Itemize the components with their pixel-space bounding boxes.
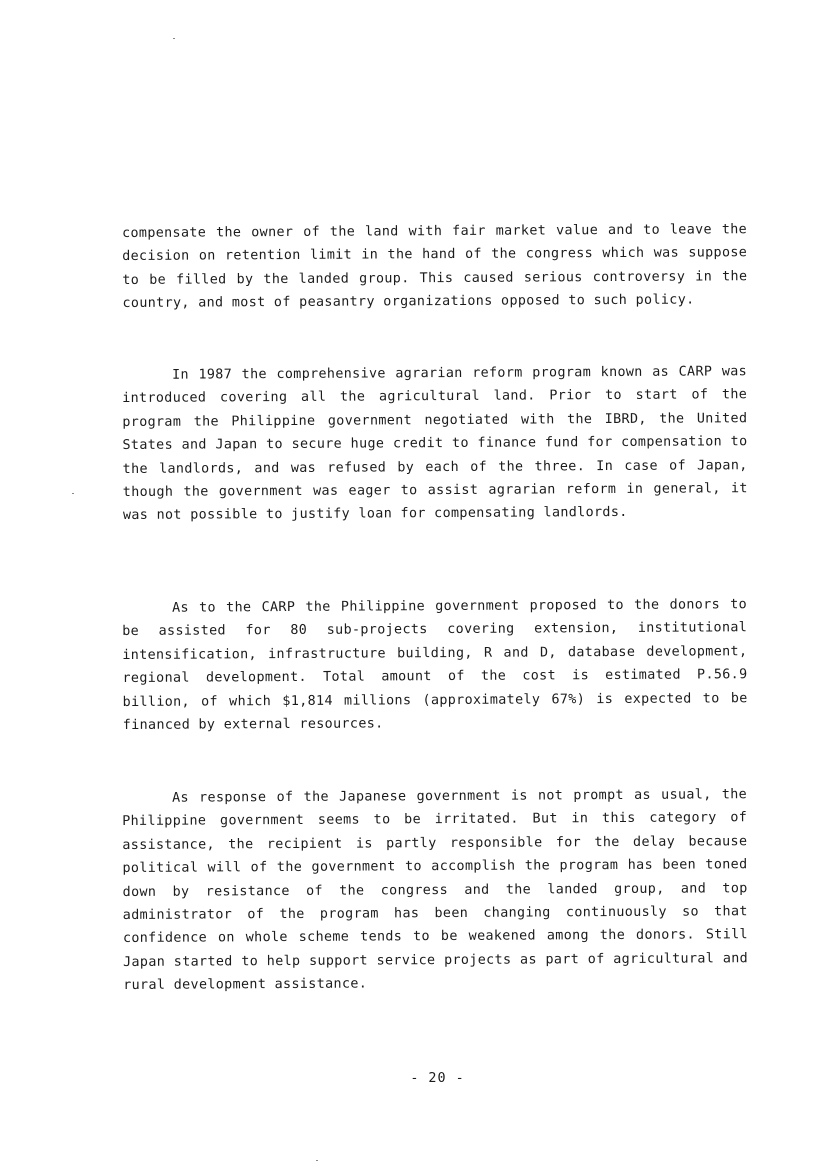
page-number: - 20 - <box>410 1071 465 1086</box>
paragraph-text: As to the CARP the Philippine government proposed to the donors to be assisted for 80 sub-projects covering extension, institutional intensification, infrastructure building, R and D, database development, regional development. Total amount of the cost is estimated P.56.9 billion, of which $1,814 millions (approximately 67%) is expected to be financed by external resources. <box>122 597 748 734</box>
paragraph-text: In 1987 the comprehensive agrarian reform program known as CARP was introduced covering all the agricultural land. Prior to start of the program the Philippine government negotiated with the IBRD, the United States and Japan to secure huge credit to finance fund for compensation to the landlords, and was refused by each of the three. In case of Japan, though the government was eager to assist agrarian reform in general, it was not possible to justify loan for compensating landlords. <box>122 364 748 524</box>
paragraph-1 <box>122 218 748 315</box>
scan-speck <box>316 1160 318 1161</box>
paragraph-text: As response of the Japanese government is not prompt as usual, the Philippine government seems to be irritated. But in this category of assistance, the recipient is partly responsible for the delay because political will of the government to accomplish the program has been toned down by resistance of the congress and the landed group, and top administrator of the program has been changing continuously so that confidence on whole scheme tends to be weakened among the donors. Still Japan started to help support service projects as part of agricultural and rural development assistance. <box>122 787 749 994</box>
paragraph-text: compensate the owner of the land with fair market value and to leave the decision on retention limit in the hand of the congress which was suppose to be filled by the landed group. This caused serious controversy in the country, and most of peasantry organizations opposed to such policy. <box>122 222 748 312</box>
scan-speck <box>72 493 74 494</box>
scan-speck <box>173 38 175 39</box>
paragraph-3 <box>122 593 748 737</box>
paragraph-4 <box>122 783 748 997</box>
paragraph-2 <box>122 360 748 528</box>
